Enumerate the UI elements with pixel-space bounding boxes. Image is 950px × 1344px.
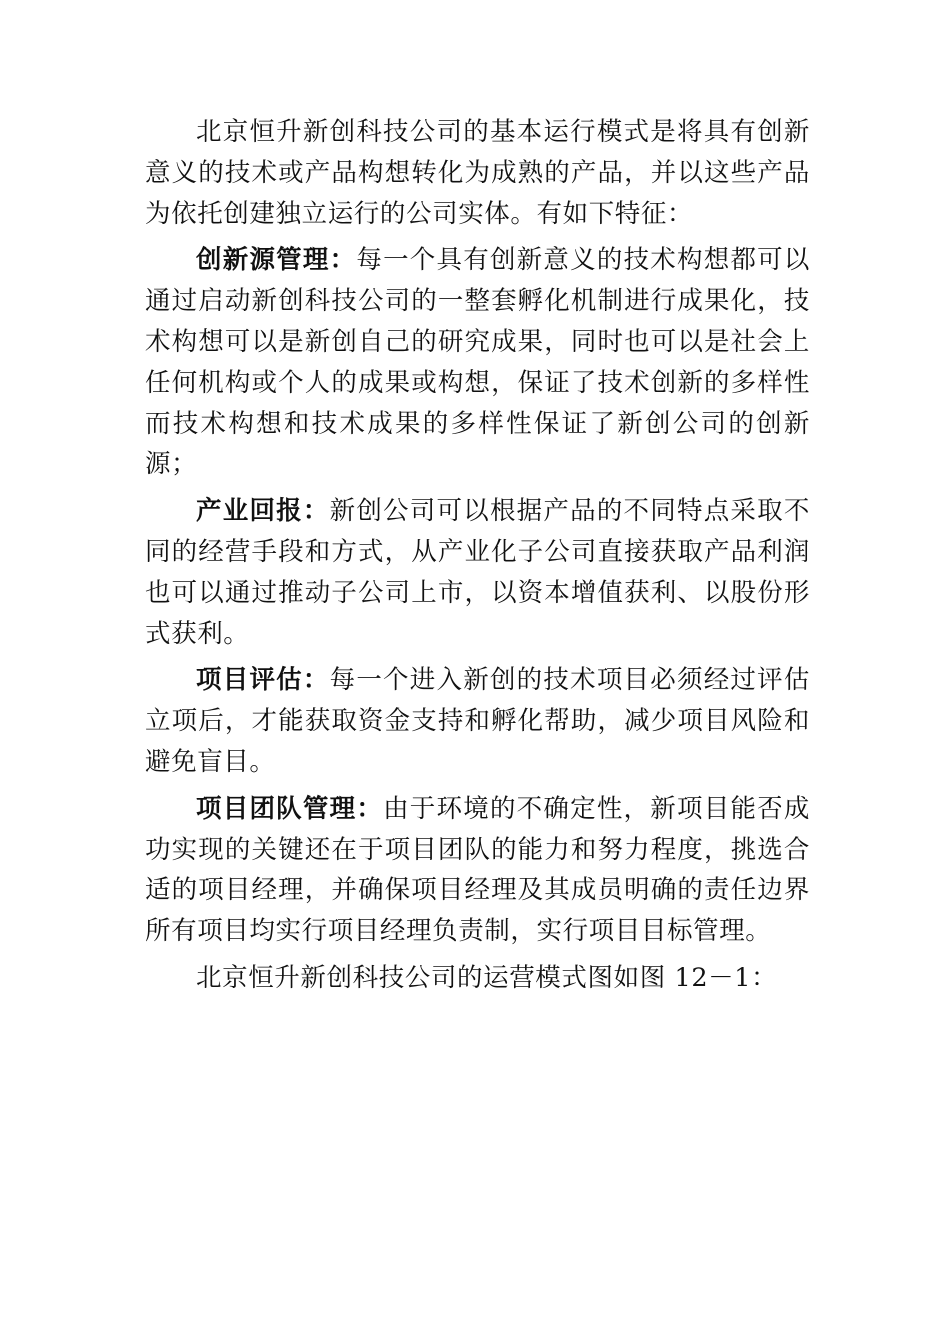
feature-paragraph-team-management <box>145 789 810 952</box>
feature-text: 由于环境的不确定性，新项目能否成功实现的关键还在于项目团队的能力和努力程度，挑选合适的项目经理，并确保项目经理及其成员明确的责任边界所有项目均实行项目经理负责制，实行项目目标管理。 <box>145 793 810 947</box>
intro-text: 北京恒升新创科技公司的基本运行模式是将具有创新意义的技术或产品构想转化为成熟的产品，并以这些产品为依托创建独立运行的公司实体。有如下特征： <box>145 117 810 229</box>
feature-paragraph-project-evaluation <box>145 660 810 782</box>
feature-text: 每一个进入新创的技术项目必须经过评估立项后，才能获取资金支持和孵化帮助，减少项目风险和避免盲目。 <box>145 665 810 777</box>
feature-term: 项目评估： <box>196 665 330 696</box>
closing-text: 北京恒升新创科技公司的运营模式图如图 12－1： <box>196 962 778 993</box>
feature-text: 每一个具有创新意义的技术构想都可以通过启动新创科技公司的一整套孵化机制进行成果化，技术构想可以是新创自己的研究成果，同时也可以是社会上任何机构或个人的成果或构想，保证了技术创新的多样性而技术构想和技术成果的多样性保证了新创公司的创新源； <box>145 245 810 480</box>
closing-paragraph <box>145 958 810 999</box>
feature-paragraph-innovation-source <box>145 240 810 485</box>
feature-term: 项目团队管理： <box>196 793 384 824</box>
intro-paragraph <box>145 112 810 234</box>
feature-text: 新创公司可以根据产品的不同特点采取不同的经营手段和方式，从产业化子公司直接获取产品利润也可以通过推动子公司上市，以资本增值获利、以股份形式获利。 <box>145 496 810 649</box>
feature-term: 产业回报： <box>196 496 330 527</box>
feature-paragraph-industry-return <box>145 491 810 654</box>
feature-term: 创新源管理： <box>196 245 357 276</box>
document-body <box>145 112 810 1005</box>
